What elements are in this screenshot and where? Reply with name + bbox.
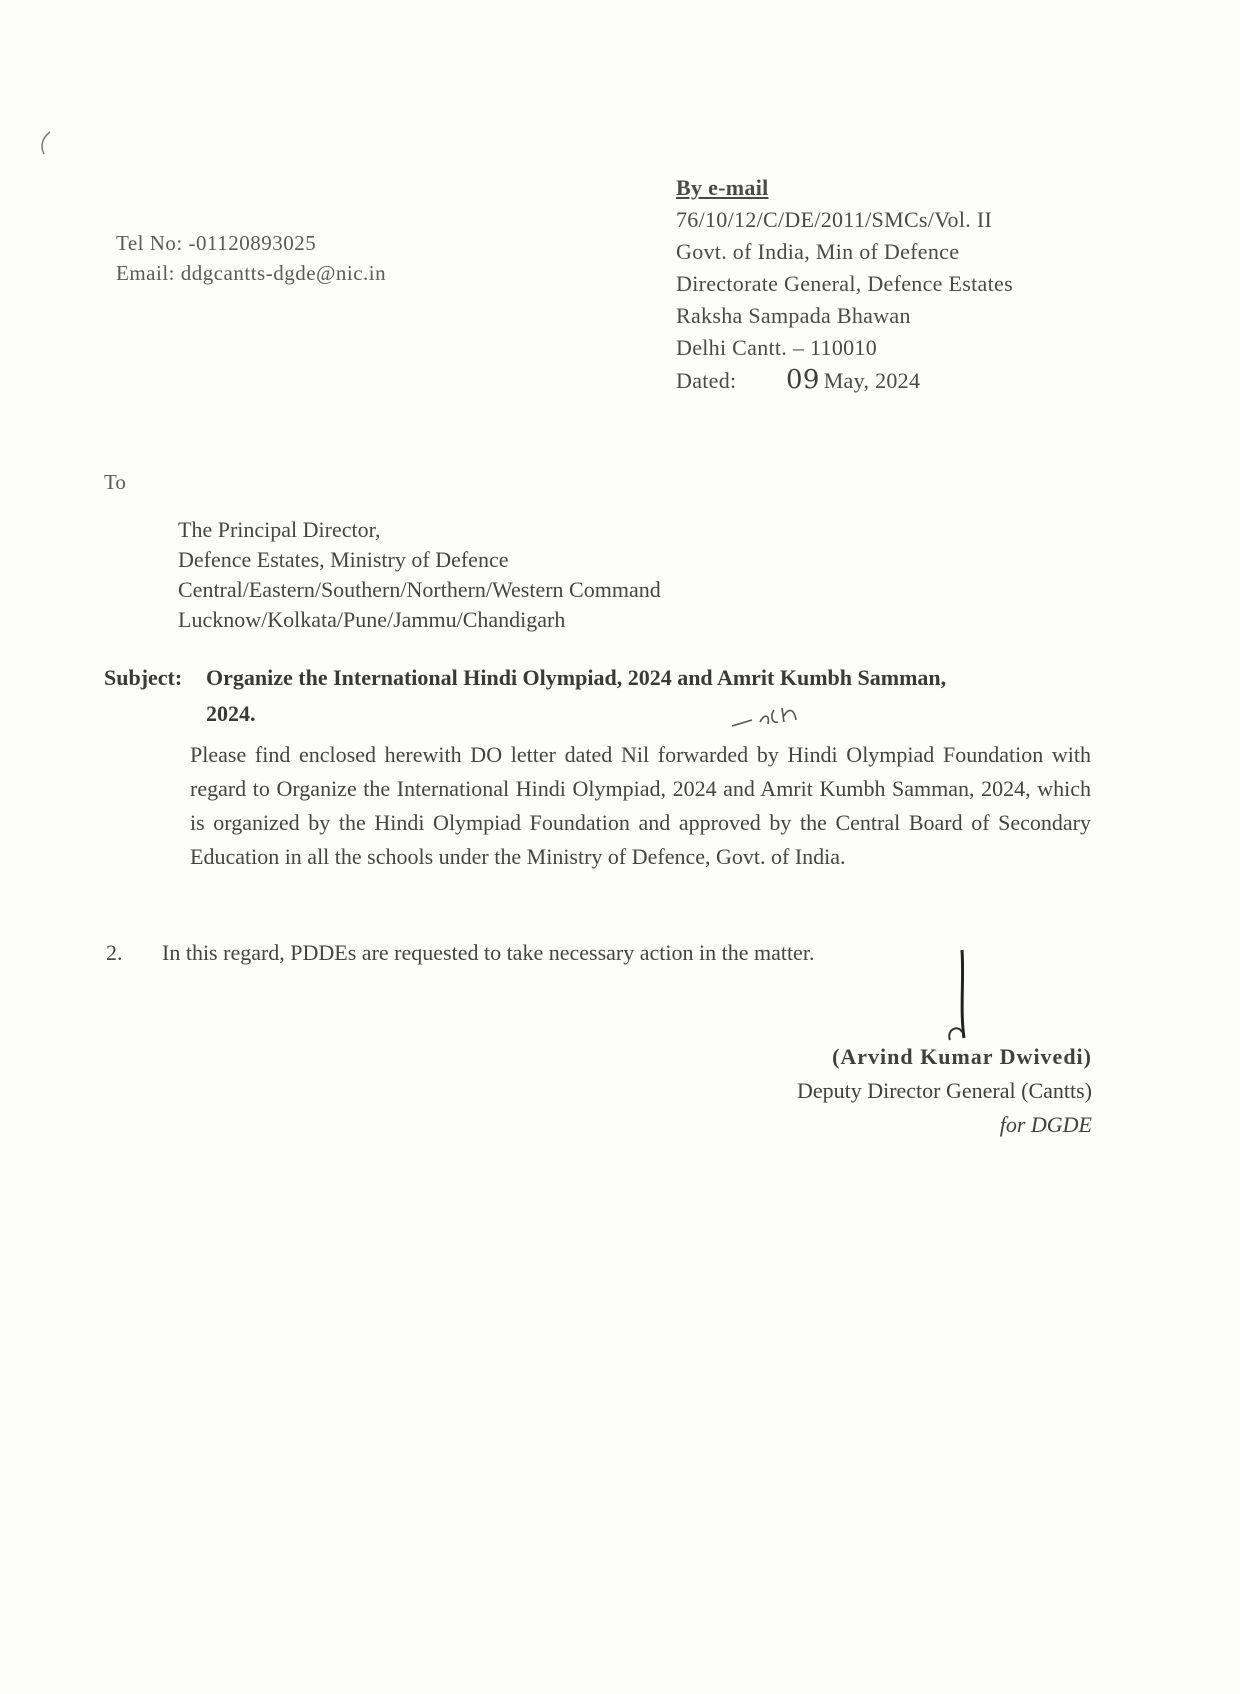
margin-mark: [38, 130, 52, 156]
subject-line-1: Organize the International Hindi Olympiad, 2024 and Amrit Kumbh Samman,: [206, 665, 947, 690]
paragraph-number: 2.: [106, 940, 123, 965]
contact-block: [116, 228, 386, 288]
office-line: Raksha Sampada Bhawan: [676, 303, 911, 328]
office-line: Delhi Cantt. – 110010: [676, 335, 878, 360]
body-paragraph-1: [106, 738, 1091, 874]
signature-stroke: [940, 940, 1000, 1050]
date-row: [676, 364, 1013, 397]
handwritten-initials: [730, 700, 816, 734]
office-block: [676, 172, 1013, 397]
subject-line-2: 2024.: [206, 701, 256, 726]
subject-label: Subject:: [104, 665, 183, 690]
addressee-line: Defence Estates, Ministry of Defence: [178, 547, 509, 572]
paragraph-text: In this regard, PDDEs are requested to take necessary action in the matter.: [162, 940, 815, 965]
reference-number: 76/10/12/C/DE/2011/SMCs/Vol. II: [676, 207, 993, 232]
subject-block: [104, 660, 946, 732]
signature-block: [650, 1040, 1092, 1142]
addressee-block: [178, 515, 661, 635]
addressee-line: Central/Eastern/Southern/Northern/Western Command: [178, 577, 661, 602]
signatory-for: for DGDE: [999, 1112, 1092, 1137]
email-address: Email: ddgcantts-dgde@nic.in: [116, 261, 387, 285]
signatory-name: (Arvind Kumar Dwivedi): [832, 1044, 1092, 1069]
tel-number: Tel No: -01120893025: [116, 231, 317, 255]
paragraph-text: Please find enclosed herewith DO letter dated Nil forwarded by Hindi Olympiad Foundation with regard to Organize the International Hindi Olympiad, 2024 and Amrit Kumbh Samman, 2024, which is organized by the Hindi Olympiad Foundation and approved by the Central Board of Secondary Education in all the schools under the Ministry of Defence, Govt. of India.: [190, 742, 1091, 869]
delivery-mode: By e-mail: [676, 175, 769, 200]
office-line: Govt. of India, Min of Defence: [676, 239, 960, 264]
dated-value: May, 2024: [823, 368, 921, 393]
to-label: To: [104, 470, 126, 494]
addressee-line: The Principal Director,: [178, 517, 381, 542]
office-line: Directorate General, Defence Estates: [676, 271, 1013, 296]
signatory-designation: Deputy Director General (Cantts): [796, 1078, 1092, 1103]
dated-day-handwritten: 09: [786, 365, 820, 395]
body-paragraph-2: [106, 940, 814, 966]
dated-label: Dated:: [676, 368, 737, 393]
addressee-line: Lucknow/Kolkata/Pune/Jammu/Chandigarh: [178, 607, 566, 632]
